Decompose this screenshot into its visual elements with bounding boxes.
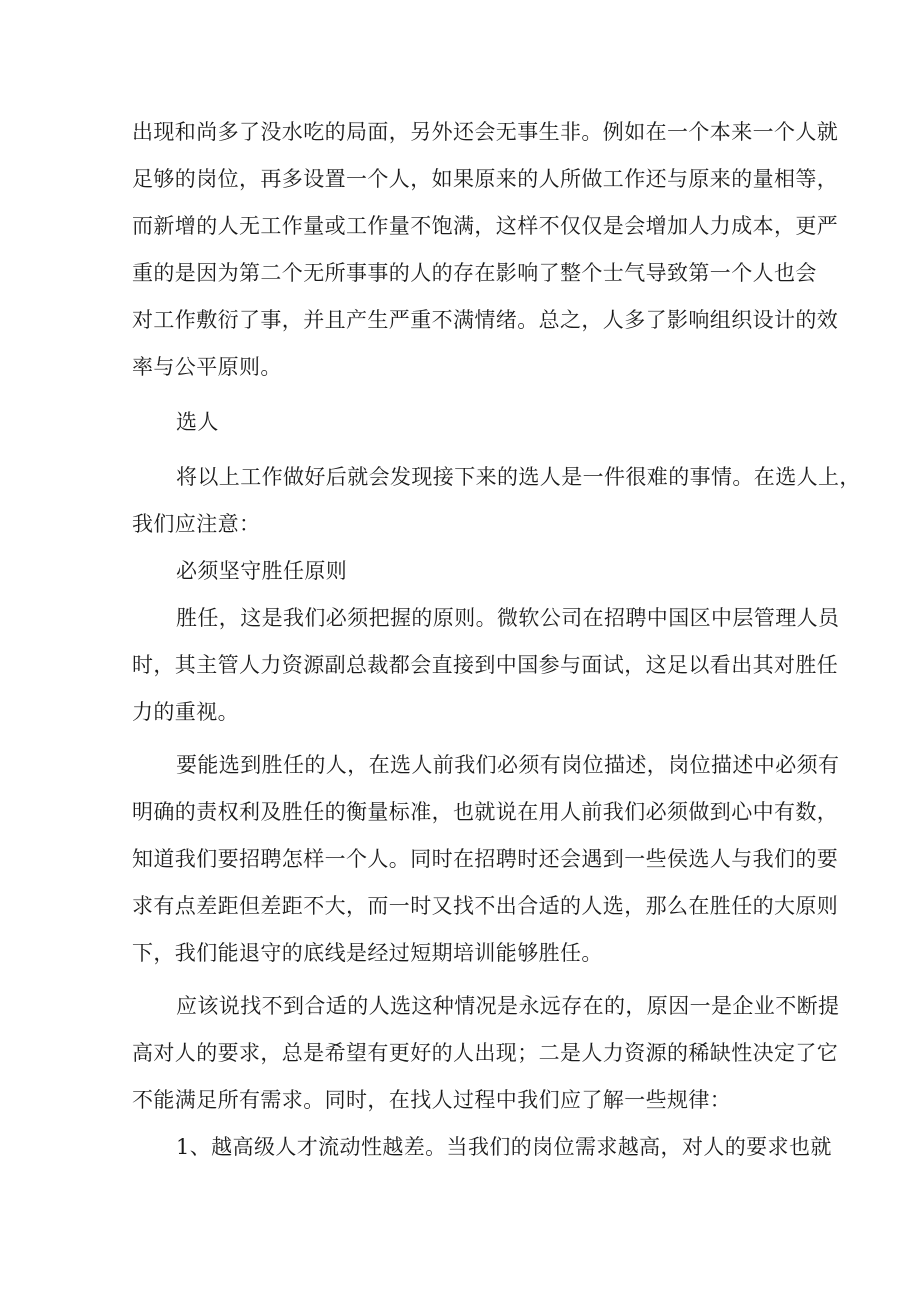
paragraph-line: 率与公平原则。 bbox=[132, 355, 282, 379]
paragraph-line: 出现和尚多了没水吃的局面，另外还会无事生非。例如在一个本来一个人就 bbox=[132, 120, 839, 144]
paragraph-line: 明确的责权利及胜任的衡量标准，也就说在用人前我们必须做到心中有数， bbox=[132, 800, 839, 824]
paragraph-line: 求有点差距但差距不大，而一时又找不出合适的人选，那么在胜任的大原则 bbox=[132, 894, 839, 918]
paragraph-line: 而新增的人无工作量或工作量不饱满，这样不仅仅是会增加人力成本，更严 bbox=[132, 214, 839, 238]
paragraph-line: 力的重视。 bbox=[132, 700, 239, 724]
paragraph-line: 不能满足所有需求。同时，在找人过程中我们应了解一些规律： bbox=[132, 1088, 732, 1112]
paragraph-line: 对工作敷衍了事，并且产生严重不满情绪。总之，人多了影响组织设计的效 bbox=[132, 308, 839, 332]
paragraph-line: 知道我们要招聘怎样一个人。同时在招聘时还会遇到一些侯选人与我们的要 bbox=[132, 847, 839, 871]
paragraph-line: 高对人的要求，总是希望有更好的人出现；二是人力资源的稀缺性决定了它 bbox=[132, 1041, 839, 1065]
paragraph-line: 下，我们能退守的底线是经过短期培训能够胜任。 bbox=[132, 941, 603, 965]
subsection-heading: 必须坚守胜任原则 bbox=[176, 559, 348, 583]
paragraph-line: 胜任，这是我们必须把握的原则。微软公司在招聘中国区中层管理人员 bbox=[176, 606, 840, 630]
paragraph-line: 足够的岗位，再多设置一个人，如果原来的人所做工作还与原来的量相等， bbox=[132, 167, 839, 191]
paragraph-line: 我们应注意： bbox=[132, 512, 261, 536]
section-heading: 选人 bbox=[176, 410, 219, 434]
paragraph-line: 要能选到胜任的人，在选人前我们必须有岗位描述，岗位描述中必须有 bbox=[176, 753, 840, 777]
paragraph-line: 将以上工作做好后就会发现接下来的选人是一件很难的事情。在选人上， bbox=[176, 465, 861, 489]
paragraph-line: 重的是因为第二个无所事事的人的存在影响了整个士气导致第一个人也会 bbox=[132, 261, 817, 285]
list-item: 1、越高级人才流动性越差。当我们的岗位需求越高，对人的要求也就 bbox=[176, 1135, 832, 1159]
paragraph-line: 应该说找不到合适的人选这种情况是永远存在的，原因一是企业不断提 bbox=[176, 994, 840, 1018]
paragraph-line: 时，其主管人力资源副总裁都会直接到中国参与面试，这足以看出其对胜任 bbox=[132, 653, 839, 677]
